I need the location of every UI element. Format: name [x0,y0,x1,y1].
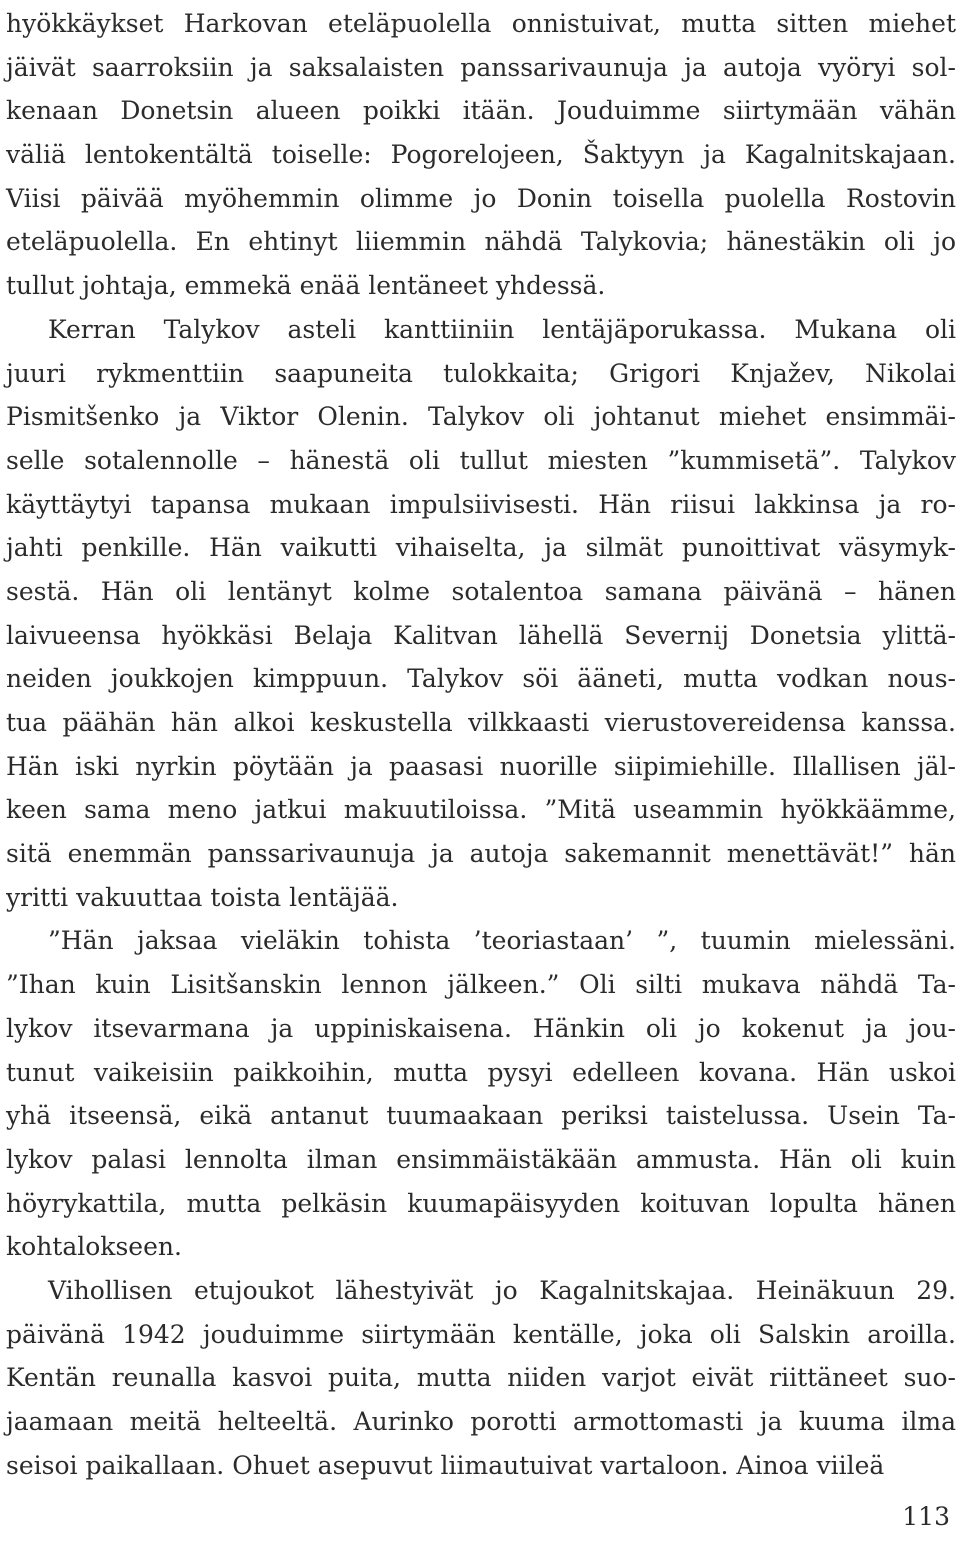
text-line: jäivät saarroksiin ja saksalaisten panssarivaunuja ja autoja vyöryi sol- [6,52,956,82]
text-line: seisoi paikallaan. Ohuet asepuvut liimautuivat vartaloon. Ainoa viileä [6,1450,885,1480]
text-line: jahti penkille. Hän vaikutti vihaiselta, ja silmät punoittivat väsymyk- [6,533,956,563]
text-line: laivueensa hyökkäsi Belaja Kalitvan lähellä Severnij Donetsia ylittä- [6,620,956,650]
text-line: kenaan Donetsin alueen poikki itään. Jouduimme siirtymään vähän [6,96,956,126]
text-line: lykov palasi lennolta ilman ensimmäistäkään ammusta. Hän oli kuin [6,1144,956,1174]
paragraph [6,919,956,1269]
text-line: Viisi päivää myöhemmin olimme jo Donin toisella puolella Rostovin [6,183,956,213]
text-line: Kerran Talykov asteli kanttiiniin lentäjäporukassa. Mukana oli [48,314,956,344]
text-line: sestä. Hän oli lentänyt kolme sotalentoa samana päivänä – hänen [6,576,956,606]
text-line: keen sama meno jatkui makuutiloissa. ”Mitä useammin hyökkäämme, [6,795,956,825]
text-line: tua päähän hän alkoi keskustella vilkkaasti vierustovereidensa kanssa. [6,708,956,737]
text-line: päivänä 1942 jouduimme siirtymään kentälle, joka oli Salskin aroilla. [6,1319,956,1349]
text-line: ”Hän jaksaa vieläkin tohista ’teoriastaan’ ”, tuumin mielessäni. [48,926,956,956]
text-line: ”Ihan kuin Lisitšanskin lennon jälkeen.” Oli silti mukava nähdä Ta- [6,970,956,1000]
text-line: neiden joukkojen kimppuun. Talykov söi ääneti, mutta vodkan nous- [6,664,956,694]
text-line: höyrykattila, mutta pelkäsin kuumapäisyyden koituvan lopulta hänen [6,1188,956,1218]
text-line: väliä lentokentältä toiselle: Pogorelojeen, Šaktyyn ja Kagalnitskajaan. [6,140,956,170]
text-line: jaamaan meitä helteeltä. Aurinko porotti armottomasti ja kuuma ilma [6,1407,956,1436]
text-line: juuri rykmenttiin saapuneita tulokkaita; Grigori Knjažev, Nikolai [6,358,956,388]
text-line: yhä itseensä, eikä antanut tuumaakaan periksi taistelussa. Usein Ta- [6,1101,956,1131]
body-text [6,2,956,1487]
paragraph [6,308,956,920]
text-line: hyökkäykset Harkovan eteläpuolella onnistuivat, mutta sitten miehet [6,9,956,38]
text-line: Hän iski nyrkin pöytään ja paasasi nuorille siipimiehille. Illallisen jäl- [6,751,956,781]
page-number: 113 [902,1502,950,1531]
paragraph [6,2,956,308]
text-line: Kentän reunalla kasvoi puita, mutta niiden varjot eivät riittäneet suo- [6,1363,956,1393]
text-line: eteläpuolella. En ehtinyt liiemmin nähdä Talykovia; hänestäkin oli jo [6,227,956,257]
text-line: käyttäytyi tapansa mukaan impulsiivisesti. Hän riisui lakkinsa ja ro- [6,489,956,519]
text-line: Vihollisen etujoukot lähestyivät jo Kagalnitskajaa. Heinäkuun 29. [48,1275,956,1305]
text-line: tunut vaikeisiin paikkoihin, mutta pysyi edelleen kovana. Hän uskoi [6,1057,956,1087]
text-line: yritti vakuuttaa toista lentäjää. [6,882,399,912]
text-line: sitä enemmän panssarivaunuja ja autoja sakemannit menettävät!” hän [6,839,956,869]
text-line: Pismitšenko ja Viktor Olenin. Talykov oli johtanut miehet ensimmäi- [6,402,956,432]
text-line: kohtalokseen. [6,1232,182,1262]
text-line: tullut johtaja, emmekä enää lentäneet yhdessä. [6,271,606,301]
text-line: selle sotalennolle – hänestä oli tullut miesten ”kummisetä”. Talykov [6,445,956,475]
text-line: lykov itsevarmana ja uppiniskaisena. Hänkin oli jo kokenut ja jou- [6,1013,956,1043]
paragraph [6,1269,956,1487]
